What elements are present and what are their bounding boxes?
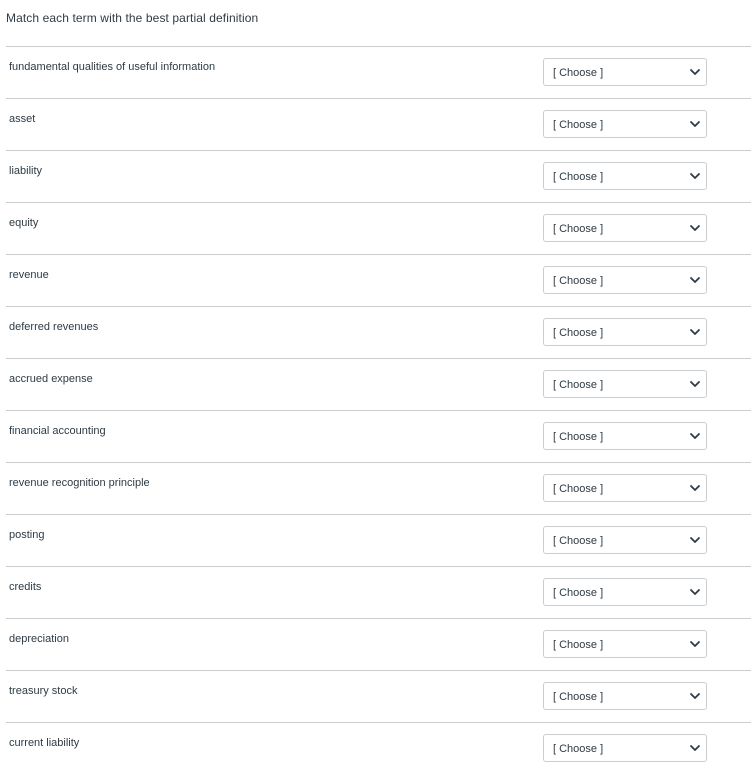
select-value: [ Choose ]	[553, 431, 604, 443]
select-value: [ Choose ]	[553, 275, 604, 287]
select-value: [ Choose ]	[553, 119, 604, 131]
chevron-down-icon	[689, 535, 701, 545]
matching-list	[6, 46, 751, 774]
matching-row	[6, 98, 751, 150]
answer-select[interactable]	[543, 162, 707, 190]
term-label: deferred revenues	[9, 321, 99, 333]
term-label: treasury stock	[9, 685, 78, 697]
matching-row	[6, 306, 751, 358]
chevron-down-icon	[689, 431, 701, 441]
chevron-down-icon	[689, 483, 701, 493]
term-label: financial accounting	[9, 425, 106, 437]
term-label: credits	[9, 581, 42, 593]
answer-select[interactable]	[543, 214, 707, 242]
select-value: [ Choose ]	[553, 67, 604, 79]
term-label: fundamental qualities of useful information	[9, 61, 216, 73]
matching-row	[6, 254, 751, 306]
term-label: revenue recognition principle	[9, 477, 150, 489]
answer-select[interactable]	[543, 370, 707, 398]
answer-select[interactable]	[543, 110, 707, 138]
chevron-down-icon	[689, 327, 701, 337]
answer-select[interactable]	[543, 266, 707, 294]
term-label: equity	[9, 217, 39, 229]
chevron-down-icon	[689, 171, 701, 181]
select-value: [ Choose ]	[553, 587, 604, 599]
answer-select[interactable]	[543, 578, 707, 606]
matching-row	[6, 410, 751, 462]
chevron-down-icon	[689, 587, 701, 597]
matching-row	[6, 618, 751, 670]
chevron-down-icon	[689, 691, 701, 701]
answer-select[interactable]	[543, 526, 707, 554]
select-value: [ Choose ]	[553, 327, 604, 339]
matching-row	[6, 150, 751, 202]
matching-row	[6, 46, 751, 98]
matching-row	[6, 202, 751, 254]
chevron-down-icon	[689, 275, 701, 285]
select-value: [ Choose ]	[553, 535, 604, 547]
answer-select[interactable]	[543, 682, 707, 710]
chevron-down-icon	[689, 67, 701, 77]
answer-select[interactable]	[543, 474, 707, 502]
answer-select[interactable]	[543, 734, 707, 762]
select-value: [ Choose ]	[553, 691, 604, 703]
select-value: [ Choose ]	[553, 223, 604, 235]
matching-row	[6, 514, 751, 566]
matching-row	[6, 462, 751, 514]
term-label: revenue	[9, 269, 49, 281]
select-value: [ Choose ]	[553, 379, 604, 391]
chevron-down-icon	[689, 743, 701, 753]
answer-select[interactable]	[543, 422, 707, 450]
chevron-down-icon	[689, 379, 701, 389]
answer-select[interactable]	[543, 630, 707, 658]
matching-row	[6, 722, 751, 774]
term-label: accrued expense	[9, 373, 93, 385]
select-value: [ Choose ]	[553, 483, 604, 495]
term-label: posting	[9, 529, 45, 541]
term-label: liability	[9, 165, 43, 177]
chevron-down-icon	[689, 223, 701, 233]
matching-row	[6, 358, 751, 410]
answer-select[interactable]	[543, 318, 707, 346]
chevron-down-icon	[689, 639, 701, 649]
matching-row	[6, 566, 751, 618]
select-value: [ Choose ]	[553, 743, 604, 755]
term-label: asset	[9, 113, 36, 125]
matching-row	[6, 670, 751, 722]
select-value: [ Choose ]	[553, 639, 604, 651]
term-label: current liability	[9, 737, 80, 749]
select-value: [ Choose ]	[553, 171, 604, 183]
question-instruction: Match each term with the best partial definition	[6, 11, 259, 25]
chevron-down-icon	[689, 119, 701, 129]
term-label: depreciation	[9, 633, 69, 645]
answer-select[interactable]	[543, 58, 707, 86]
